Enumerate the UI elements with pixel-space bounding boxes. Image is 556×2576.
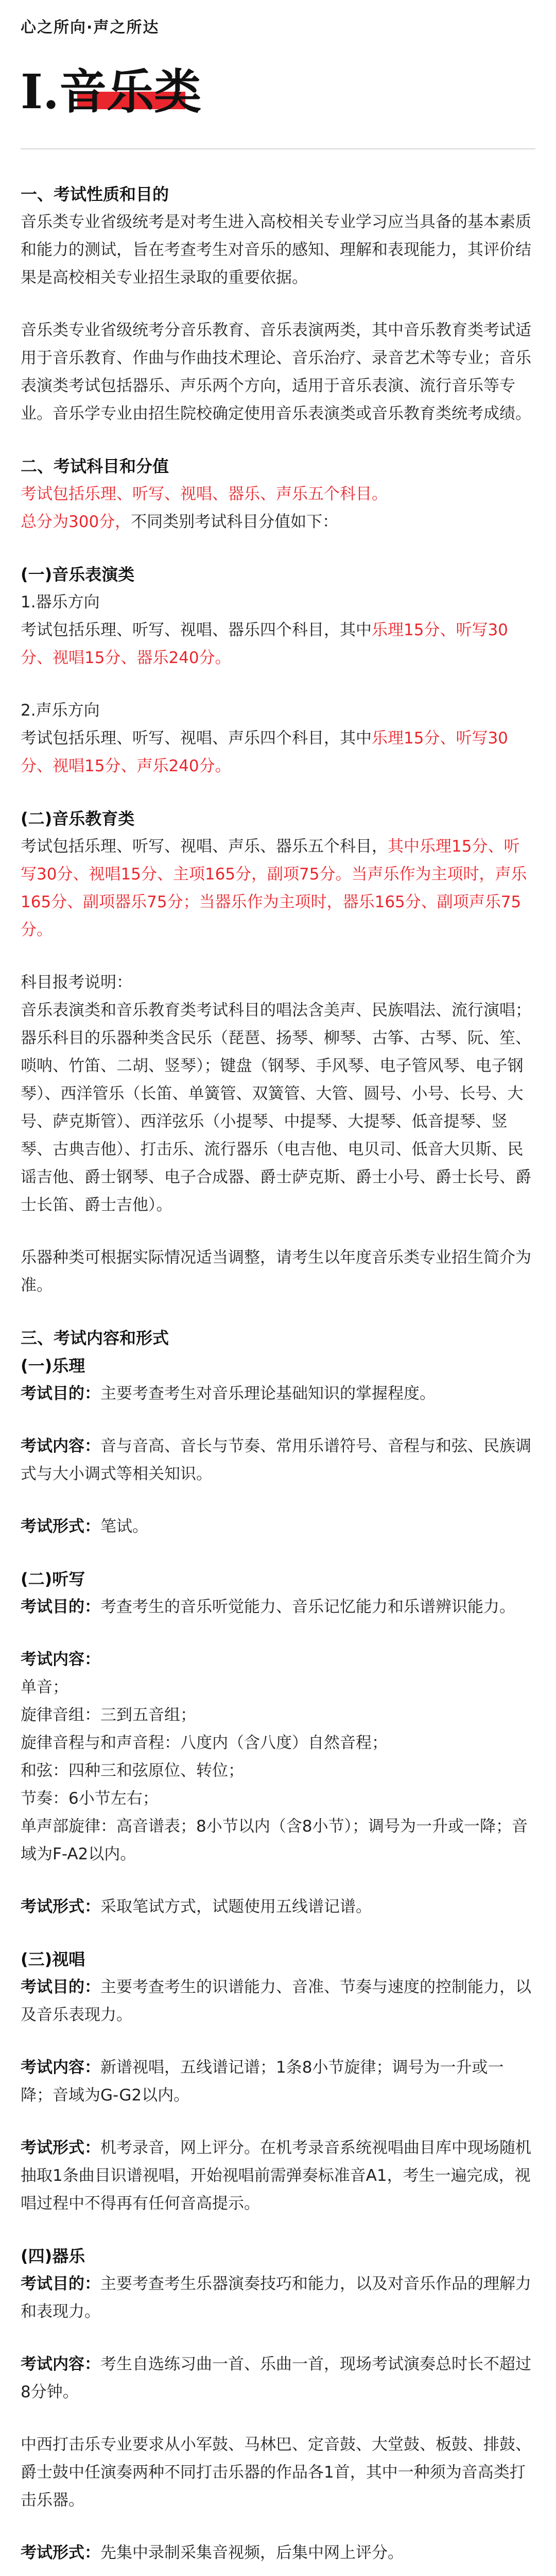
paragraph: 音乐类专业省级统考是对考生进入高校相关专业学习应当具备的基本素质和能力的测试，旨在考查考生对音乐的感知、理解和表现能力，其评价结果是高校相关专业招生录取的重要依据。 [21,213,531,287]
field-label: 考试形式： [21,2139,100,2157]
paragraph [21,2054,535,2109]
subsection-heading: (一)音乐表演类 [21,565,135,584]
item-heading: 科目报考说明： [21,973,132,992]
subsection-heading: (二)音乐教育类 [21,809,135,828]
field-label: 考试目的： [21,1978,100,1996]
highlight-text: 乐理15分、听写30分、视唱15分、声乐240分。 [21,729,508,775]
field-label: 考试形式： [21,1897,100,1916]
paragraph [21,2270,535,2326]
paragraph [21,1973,535,2029]
section-heading: 三、考试内容和形式 [21,1328,169,1348]
paragraph [21,2350,535,2406]
title-row [21,61,535,123]
field-label: 考试内容： [21,1437,100,1455]
list-item: 单音； [21,1678,68,1697]
subsection-heading: (一)乐理 [21,1356,85,1376]
brand-slogan: 心之所向·声之所达 [21,19,160,37]
field-label: 考试形式： [21,1517,100,1536]
field-label: 考试内容： [21,2058,100,2077]
paragraph [21,2134,535,2217]
paragraph-text: 笔试。 [100,1517,148,1536]
field-label: 考试目的： [21,1384,100,1403]
paragraph [21,1380,535,1408]
paragraph-text: 考试包括乐理、听写、视唱、器乐四个科目，其中 [21,621,372,639]
field-label: 考试内容： [21,2355,100,2374]
paragraph-text: 机考录音，网上评分。在机考录音系统视唱曲目库中现场随机抽取1条曲目识谱视唱，开始视唱前需弹奏标准音A1，考生一遍完成，视唱过程中不得再有任何音高提示。 [21,2139,531,2213]
article-body [0,149,556,2576]
paragraph [21,724,535,780]
paragraph-text: 主要考查考生对音乐理论基础知识的掌握程度。 [100,1384,436,1403]
paragraph-text: 采取笔试方式，试题使用五线谱记谱。 [100,1897,372,1916]
paragraph [21,616,535,672]
highlight-text: 乐理15分、听写30分、视唱15分、器乐240分。 [21,621,508,667]
paragraph [21,1513,535,1540]
paragraph-text: 考试包括乐理、听写、视唱、声乐四个科目，其中 [21,729,372,748]
paragraph-text: 主要考查考生乐器演奏技巧和能力，以及对音乐作品的理解力和表现力。 [21,2275,531,2321]
paragraph-text: 考查考生的音乐听觉能力、音乐记忆能力和乐谱辨识能力。 [100,1598,515,1616]
paragraph-text: 考生自选练习曲一首、乐曲一首，现场考试演奏总时长不超过8分钟。 [21,2355,531,2401]
paragraph: 中西打击乐专业要求从小军鼓、马林巴、定音鼓、大堂鼓、板鼓、排鼓、爵士鼓中任演奏两种不同打击乐器的作品各1首，其中一种须为音高类打击乐器。 [21,2435,531,2510]
list-item: 旋律音组：三到五音组； [21,1706,196,1724]
paragraph-text: 不同类别考试科目分值如下： [131,513,339,531]
subsection-heading: (四)器乐 [21,2246,85,2266]
highlight-text: 考试包括乐理、听写、视唱、器乐、声乐五个科目。 [21,485,388,503]
list-item: 旋律音程与和声音程：八度内（含八度）自然音程； [21,1734,388,1752]
paragraph-text: 先集中录制采集音视频，后集中网上评分。 [100,2544,404,2562]
list-item: 节奏：6小节左右； [21,1789,159,1808]
paragraph-text: 音与音高、音长与节奏、常用乐谱符号、音程与和弦、民族调式与大小调式等相关知识。 [21,1437,531,1483]
paragraph: 音乐类专业省级统考分音乐教育、音乐表演两类，其中音乐教育类考试适用于音乐教育、作曲与作曲技术理论、音乐治疗、录音艺术等专业；音乐表演类考试包括器乐、声乐两个方向，适用于音乐表演、流行音乐等专业。音乐学专业由招生院校确定使用音乐表演类或音乐教育类统考成绩。 [21,321,531,423]
header [0,0,556,123]
paragraph-text: 新谱视唱，五线谱记谱；1条8小节旋律；调号为一升或一降；音域为G-G2以内。 [21,2058,504,2105]
paragraph [21,833,535,944]
paragraph-text: 考试包括乐理、听写、视唱、声乐、器乐五个科目， [21,837,388,856]
list-item: 单声部旋律：高音谱表；8小节以内（含8小节）；调号为一升或一降；音域为F-A2以内。 [21,1817,528,1863]
field-label: 考试目的： [21,1598,100,1616]
field-label: 考试目的： [21,2275,100,2293]
paragraph-text: 主要考查考生的识谱能力、音准、节奏与速度的控制能力，以及音乐表现力。 [21,1978,531,2024]
subsection-heading: (三)视唱 [21,1950,85,1969]
subsection-heading: (二)听写 [21,1569,85,1589]
list-item: 和弦：四种三和弦原位、转位； [21,1761,244,1780]
paragraph [21,1432,535,1488]
highlight-text: 其中乐理15分、听写30分、视唱15分、主项165分，副项75分。当声乐作为主项时，声乐165分、副项器乐75分；当器乐作为主项时，器乐165分、副项声乐75分。 [21,837,527,939]
highlight-text: 总分为300分， [21,513,131,531]
page-title: Ⅰ.音乐类 [21,64,202,120]
paragraph [21,1593,535,1621]
paragraph [21,2539,535,2567]
paragraph [21,508,535,536]
item-heading: 1.器乐方向 [21,593,100,612]
section-heading: 一、考试性质和目的 [21,184,169,204]
field-label: 考试形式： [21,2544,100,2562]
item-heading: 2.声乐方向 [21,701,100,720]
field-label: 考试内容： [21,1650,100,1669]
paragraph: 乐器种类可根据实际情况适当调整，请考生以年度音乐类专业招生简介为准。 [21,1248,531,1295]
paragraph: 音乐表演类和音乐教育类考试科目的唱法含美声、民族唱法、流行演唱；器乐科目的乐器种类含民乐（琵琶、扬琴、柳琴、古筝、古琴、阮、笙、唢呐、竹笛、二胡、竖琴）；键盘（钢琴、手风琴、电子管风琴、电子钢琴）、西洋管乐（长笛、单簧管、双簧管、大管、圆号、小号、长号、大号、萨克斯管）、西洋弦乐（小提琴、中提琴、大提琴、低音提琴、竖琴、古典吉他）、打击乐、流行器乐（电吉他、电贝司、低音大贝斯、民谣吉他、爵士钢琴、电子合成器、爵士萨克斯、爵士小号、爵士长号、爵士长笛、爵士吉他）。 [21,1001,531,1214]
paragraph [21,1893,535,1921]
section-heading: 二、考试科目和分值 [21,456,169,476]
